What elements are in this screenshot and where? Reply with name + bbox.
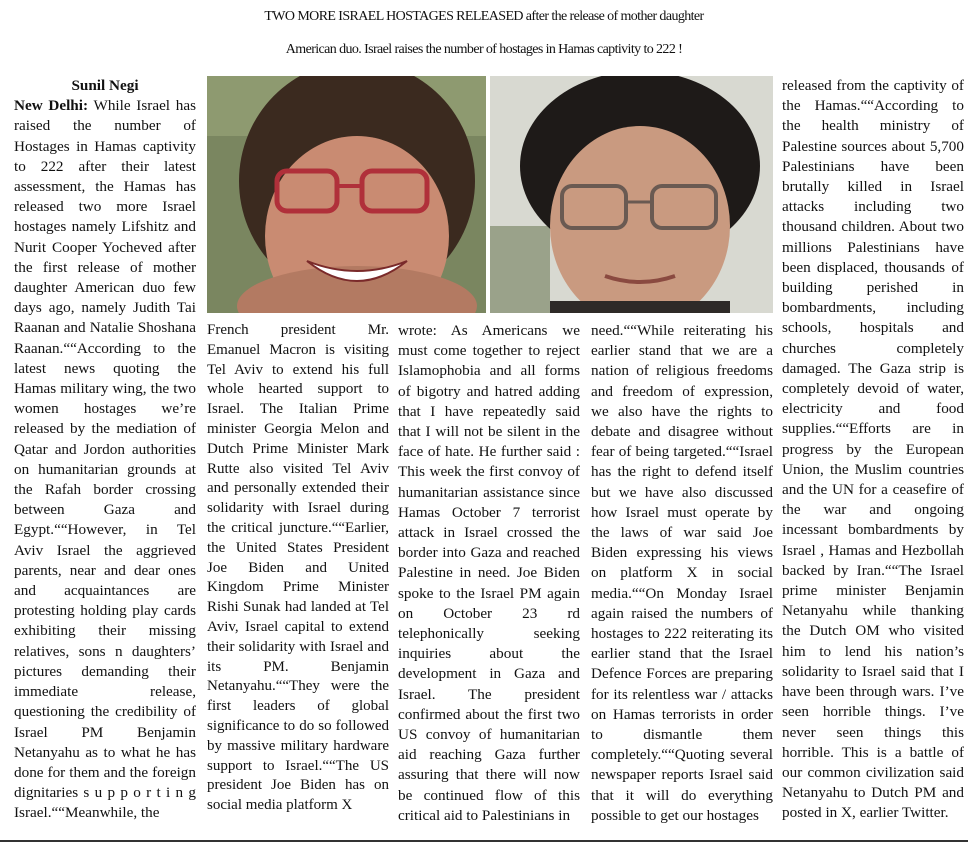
- article-column-4: [591, 321, 773, 836]
- article-column-5: [782, 76, 964, 836]
- headline-line-1: TWO MORE ISRAEL HOSTAGES RELEASED after the release of mother daughter: [264, 9, 704, 24]
- bottom-rule: [0, 840, 968, 842]
- article-column-3: [398, 321, 580, 836]
- dateline: New Delhi:: [14, 97, 89, 115]
- hostage-photo-left: [207, 76, 486, 313]
- byline: Sunil Negi: [71, 77, 139, 94]
- column-3-text: wrote: As Americans we must come together to reject Islamophobia and all forms of bigotry and hatred adding that I have repeatedly said that I will not be silent in the face of hate. He further said : This week the first convoy of humanitarian assistance since Hamas October 7 terrorist attack in Israel crossed the border into Gaza and reached Palestine in need. Joe Biden spoke to the Israel PM again on October 23 rd telephonically seeking inquiries about the development in Gaza and Israel. The president confirmed about the first two US convoy of humanitarian aid reaching Gaza further assuring that there will now be continued flow of this critical aid to Palestinians in: [398, 322, 580, 824]
- article-column-1: [14, 76, 196, 836]
- column-4-text: need.““While reiterating his earlier stand that we are a nation of religious freedoms and freedom of expression, we also have the rights to debate and disagree without fear of being targeted.““Israel has the right to defend itself but we have also discussed how Israel must operate by the laws of war said Joe Biden expressing his views on platform X in social media.““On Monday Israel again raised the numbers of hostages to 222 reiterating its earlier stand that the Israel Defence Forces are preparing for its relentless war / attacks on Hamas terrorists in order to dismantle them completely.““Quoting several newspaper reports Israel said that it will do everything possible to get our hostages: [591, 322, 773, 824]
- headline-line-2: American duo. Israel raises the number of hostages in Hamas captivity to 222 !: [285, 42, 683, 57]
- hostage-photo-right: [490, 76, 773, 313]
- elderly-woman-portrait-image: [490, 76, 773, 313]
- column-5-text: released from the captivity of the Hamas.““According to the health ministry of Palestine sources about 5,700 Palestinians have been brutally killed in Israel attacks including two thousand children. About two millions Palestinians have been displaced, thousands of building perished in bombardments, including schools, hospitals and churches completely damaged. The Gaza strip is completely devoid of water, electricity and food supplies.““Efforts are in progress by the European Union, the Muslim countries and the UN for a ceasefire of the war and ongoing incessant bombardments by Israel , Hamas and Hezbollah backed by Iran.““The Israel prime minister Benjamin Netanyahu while thanking the Dutch OM who visited him to lend his nation’s solidarity to Israel said that I have been through wars. I’ve seen horrible things. I’ve never seen things this horrible. This is a battle of our common civilization said Netanyahu to Dutch PM and posted in X, earlier Twitter.: [782, 77, 964, 822]
- column-2-text: French president Mr. Emanuel Macron is visiting Tel Aviv to extend his full whole hearted support to Israel. The Italian Prime minister Georgia Melon and Dutch Prime Minister Mark Rutte also visited Tel Aviv and personally extended their solidarity with Israel during the critical juncture.““Earlier, the United States President Joe Biden and United Kingdom Prime Minister Rishi Sunak had landed at Tel Aviv, Israel capital to extend their solidarity with Israel and its PM. Benjamin Netanyahu.““They were the first leaders of global significance to do so followed by massive military hardware support to Israel.““The US president Joe Biden has on social media platform X: [207, 322, 389, 814]
- column-1-text: While Israel has raised the number of Hostages in Hamas captivity to 222 after their latest assessment, the Hamas has released two more Israel hostages namely Lifshitz and Nurit Cooper Yocheved after the first release of mother daughter American duo few days ago, namely Judith Tai Raanan and Natalie Shoshana Raanan.““According to the latest news quoting the Hamas military wing, the two women hostages we’re released by the mediation of Qatar and Jordon authorities on humanitarian grounds at the Rafah border crossing between Gaza and Egypt.““However, in Tel Aviv Israel the aggrieved parents, near and dear ones and acquaintances are protesting holding play cards exhibiting their missing relatives, sons n daughters’ pictures demanding their immediate release, questioning the credibility of Israel PM Benjamin Netanyahu as to what he has done for them and the foreign dignitaries s u p p o r t i n g Israel.““Meanwhile, the: [14, 97, 196, 822]
- article-column-2: [207, 321, 389, 836]
- headline: [0, 0, 968, 68]
- smiling-woman-portrait-image: [207, 76, 486, 313]
